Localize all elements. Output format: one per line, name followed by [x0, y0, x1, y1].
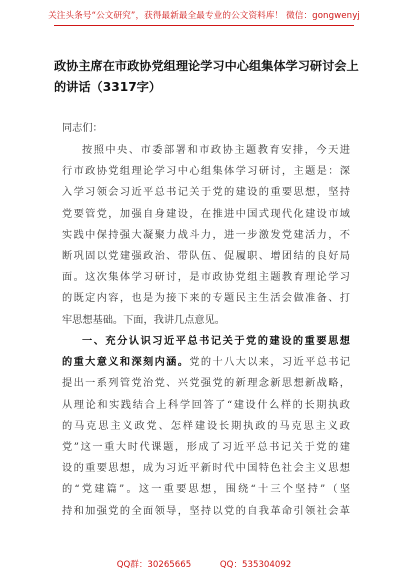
- paragraph-line: 提出一系列管党治党、兴党强党的新理念新思想新战略，: [62, 378, 350, 390]
- title-line-1: 政协主席在市政协党组理论学习中心组集体学习研讨会上: [54, 59, 359, 73]
- paragraph-line: 实践中保持强大凝聚力战斗力，进一步激发党建活力，不: [62, 229, 350, 241]
- paragraph-line: 面。这次集体学习研讨，是市政协党组主题教育理论学习: [62, 272, 350, 284]
- header-banner: 关注头条号“公文研究”，获得最新最全最专业的公文资料库！ 微信：gongwenyj: [48, 11, 360, 21]
- paragraph-line: [62, 331, 350, 352]
- paragraph-line: 行市政协党组理论学习中心组集体学习研讨，主题是：深: [62, 166, 350, 178]
- paragraph-line: 持和加强党的全面领导，坚持以党的自我革命引领社会革: [62, 505, 350, 517]
- paragraph-line: 从理论和实践结合上科学回答了“建设什么样的长期执政: [62, 399, 350, 411]
- paragraph-line: 牢思想基础。下面，我讲几点意见。: [62, 314, 225, 326]
- paragraph-line: 党”这一重大时代课题，形成了习近平总书记关于党的建: [62, 442, 350, 454]
- section-1-heading: 一、充分认识习近平总书记关于党的建设的重要思想: [82, 336, 350, 347]
- paragraph-line: 的“党建篇”。这一重要思想，围绕“十三个坚持”（坚: [62, 484, 350, 496]
- intro-paragraph: [62, 140, 350, 331]
- paragraph-line: 断巩固以党建强政治、带队伍、促履职、增团结的良好局: [62, 251, 350, 263]
- paragraph-line: 的马克思主义政党、怎样建设长期执政的马克思主义政: [62, 420, 350, 432]
- paragraph-line: 按照中央、市委部署和市政协主题教育安排，今天进: [82, 145, 350, 156]
- paragraph-line: 设的重要思想，成为习近平新时代中国特色社会主义思想: [62, 463, 350, 475]
- footer-contact: [0, 558, 408, 570]
- paragraph-line: 党要管党，加强自身建设，在推进中国式现代化建设市域: [62, 208, 350, 220]
- footer-qq-group: QQ群：30265665: [116, 560, 192, 570]
- header-divider: [54, 25, 354, 26]
- paragraph-line: [62, 352, 350, 373]
- document-title: [54, 56, 359, 98]
- footer-qq: QQ：535304092: [219, 560, 292, 570]
- paragraph-line: 入学习领会习近平总书记关于党的建设的重要思想，坚持: [62, 187, 350, 199]
- paragraph-line: 的既定内容，也是为接下来的专题民主生活会做准备、打: [62, 293, 350, 305]
- salutation: 同志们：: [62, 123, 103, 134]
- section-1-heading-cont: 的重大意义和深刻内涵。: [62, 357, 190, 369]
- section-1-text: 党的十八大以来，习近平总书记: [189, 357, 351, 369]
- section-1-paragraph: [62, 331, 350, 522]
- title-line-2: 的讲话（3317字）: [54, 80, 162, 94]
